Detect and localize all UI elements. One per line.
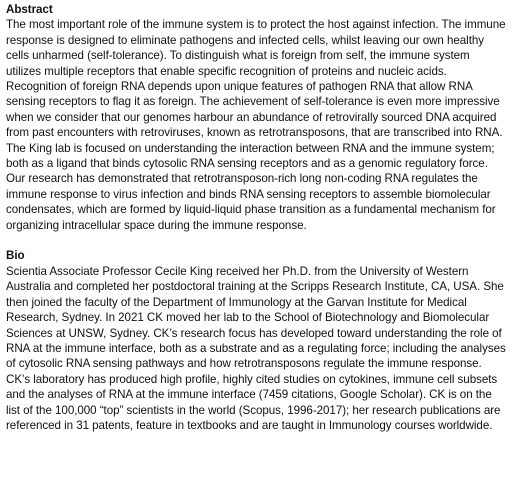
section-spacer [6, 233, 506, 248]
abstract-body: The most important role of the immune system is to protect the host against infection. The immune response is designed to eliminate pathogens and infected cells, whilst leaving our own healthy cells unharmed (self-tolerance). To distinguish what is foreign from self, the immune system utilizes multiple receptors that enable specific recognition of proteins and nucleic acids. Recognition of foreign RNA depends upon unique features of pathogen RNA that allow RNA sensing receptors to flag it as foreign. The achievement of self-tolerance is even more impressive when we consider that our genomes harbour an abundance of retrovirally sourced DNA acquired from past encounters with retroviruses, known as retrotransposons, that are transcribed into RNA. The King lab is focused on understanding the interaction between RNA and the immune system; both as a ligand that binds cytosolic RNA sensing receptors and as a genomic regulatory force. Our research has demonstrated that retrotransposon-rich long non-coding RNA regulates the immune response to virus infection and binds RNA sensing receptors to assemble biomolecular condensates, which are formed by liquid-liquid phase transition as a fundamental mechanism for organizing intracellular space during the immune response. [6, 18, 506, 232]
bio-section [6, 248, 506, 433]
bio-heading: Bio [6, 249, 25, 263]
abstract-heading: Abstract [6, 3, 53, 16]
abstract-section [6, 2, 506, 233]
bio-body: Scientia Associate Professor Cecile King received her Ph.D. from the University of Western Australia and completed her postdoctoral training at the Scripps Research Institute, CA, USA. She then joined the faculty of the Department of Immunology at the Garvan Institute for Medical Research, Sydney. In 2021 CK moved her lab to the School of Biotechnology and Biomolecular Sciences at UNSW, Sydney. CK’s research focus has developed toward understanding the role of RNA at the immune interface, both as a substrate and as a regulating force; including the analyses of cytosolic RNA sensing pathways and how retrotransposons regulate the immune response. CK’s laboratory has produced high profile, highly cited studies on cytokines, immune cell subsets and the analyses of RNA at the immune interface (7459 citations, Google Scholar). CK is on the list of the 100,000 “top” scientists in the world (Scopus, 1996-2017); her research publications are referenced in 31 patents, feature in textbooks and are taught in Immunology courses worldwide. [6, 264, 506, 432]
